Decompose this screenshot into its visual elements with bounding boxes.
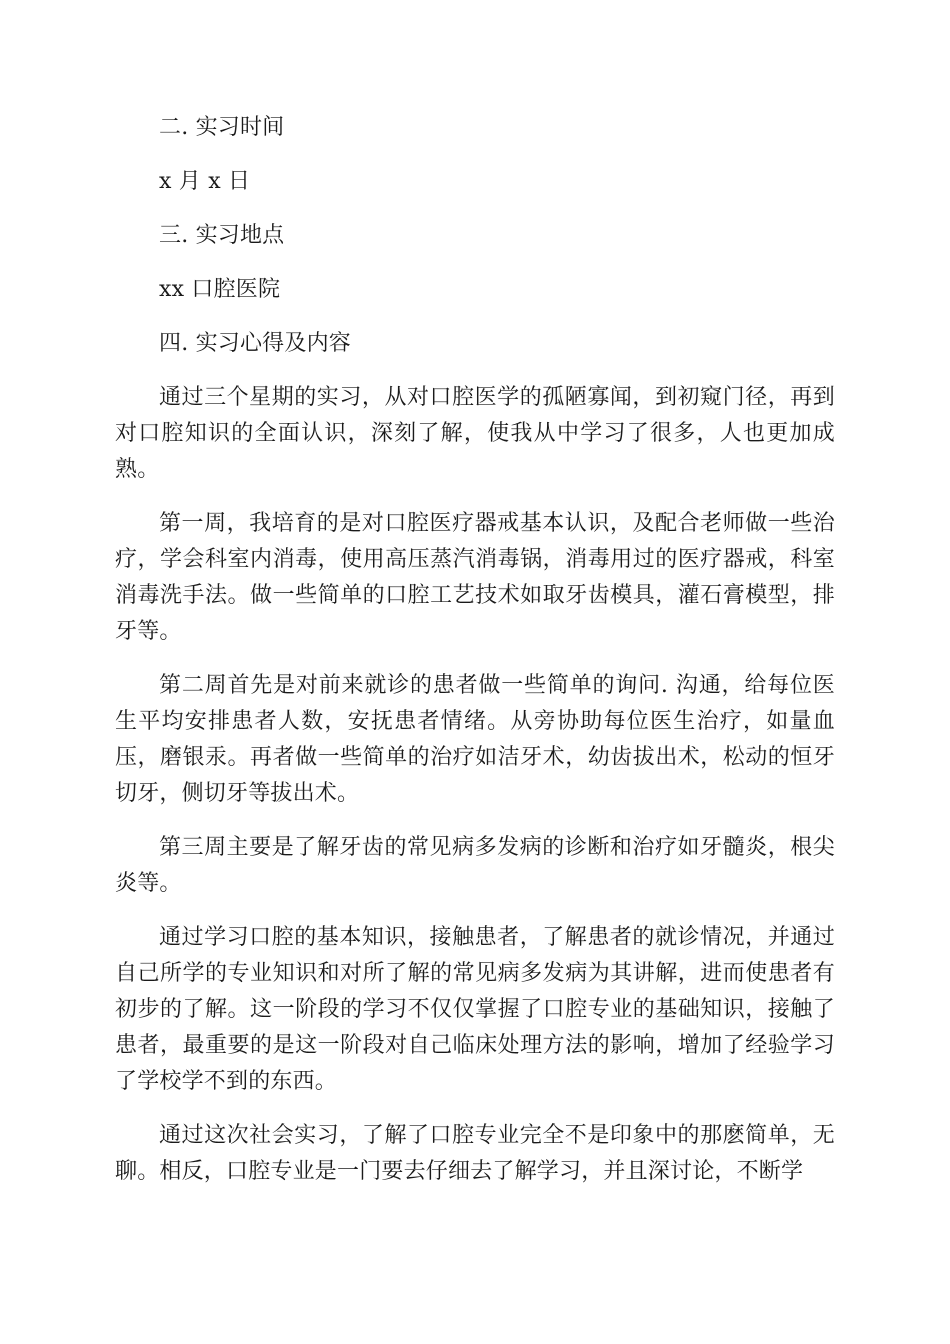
section-heading-internship-time: 二. 实习时间 bbox=[159, 115, 285, 140]
internship-location: xx 口腔医院 bbox=[159, 277, 281, 302]
paragraph-week-three: 第三周主要是了解牙齿的常见病多发病的诊断和治疗如牙髓炎，根尖炎等。 bbox=[115, 835, 835, 896]
internship-date: x 月 x 日 bbox=[159, 169, 251, 194]
paragraph-week-one: 第一周，我培育的是对口腔医疗器戒基本认识，及配合老师做一些治疗，学会科室内消毒，使用高压蒸汽消毒锅，消毒用过的医疗器戒，科室消毒洗手法。做一些简单的口腔工艺技术如取牙齿模具，灌石膏模型，排牙等。 bbox=[115, 511, 835, 644]
section-heading-internship-location: 三. 实习地点 bbox=[159, 223, 285, 248]
document-body bbox=[115, 110, 835, 1190]
paragraph-reflection: 通过这次社会实习，了解了口腔专业完全不是印象中的那麽简单，无聊。相反，口腔专业是一门要去仔细去了解学习，并且深讨论，不断学 bbox=[115, 1123, 835, 1184]
paragraph-week-two: 第二周首先是对前来就诊的患者做一些简单的询问. 沟通，给每位医生平均安排患者人数，安抚患者情绪。从旁协助每位医生治疗，如量血压，磨银汞。再者做一些简单的治疗如洁牙术，幼齿拔出术，松动的恒牙切牙，侧切牙等拔出术。 bbox=[115, 673, 835, 806]
paragraph-learning-summary: 通过学习口腔的基本知识，接触患者，了解患者的就诊情况，并通过自己所学的专业知识和对所了解的常见病多发病为其讲解，进而使患者有初步的了解。这一阶段的学习不仅仅掌握了口腔专业的基础知识，接触了患者，最重要的是这一阶段对自己临床处理方法的影响，增加了经验学习了学校学不到的东西。 bbox=[115, 925, 835, 1094]
section-heading-experience-content: 四. 实习心得及内容 bbox=[159, 331, 351, 356]
paragraph-overview: 通过三个星期的实习，从对口腔医学的孤陋寡闻，到初窥门径，再到对口腔知识的全面认识，深刻了解，使我从中学习了很多，人也更加成熟。 bbox=[115, 385, 835, 482]
